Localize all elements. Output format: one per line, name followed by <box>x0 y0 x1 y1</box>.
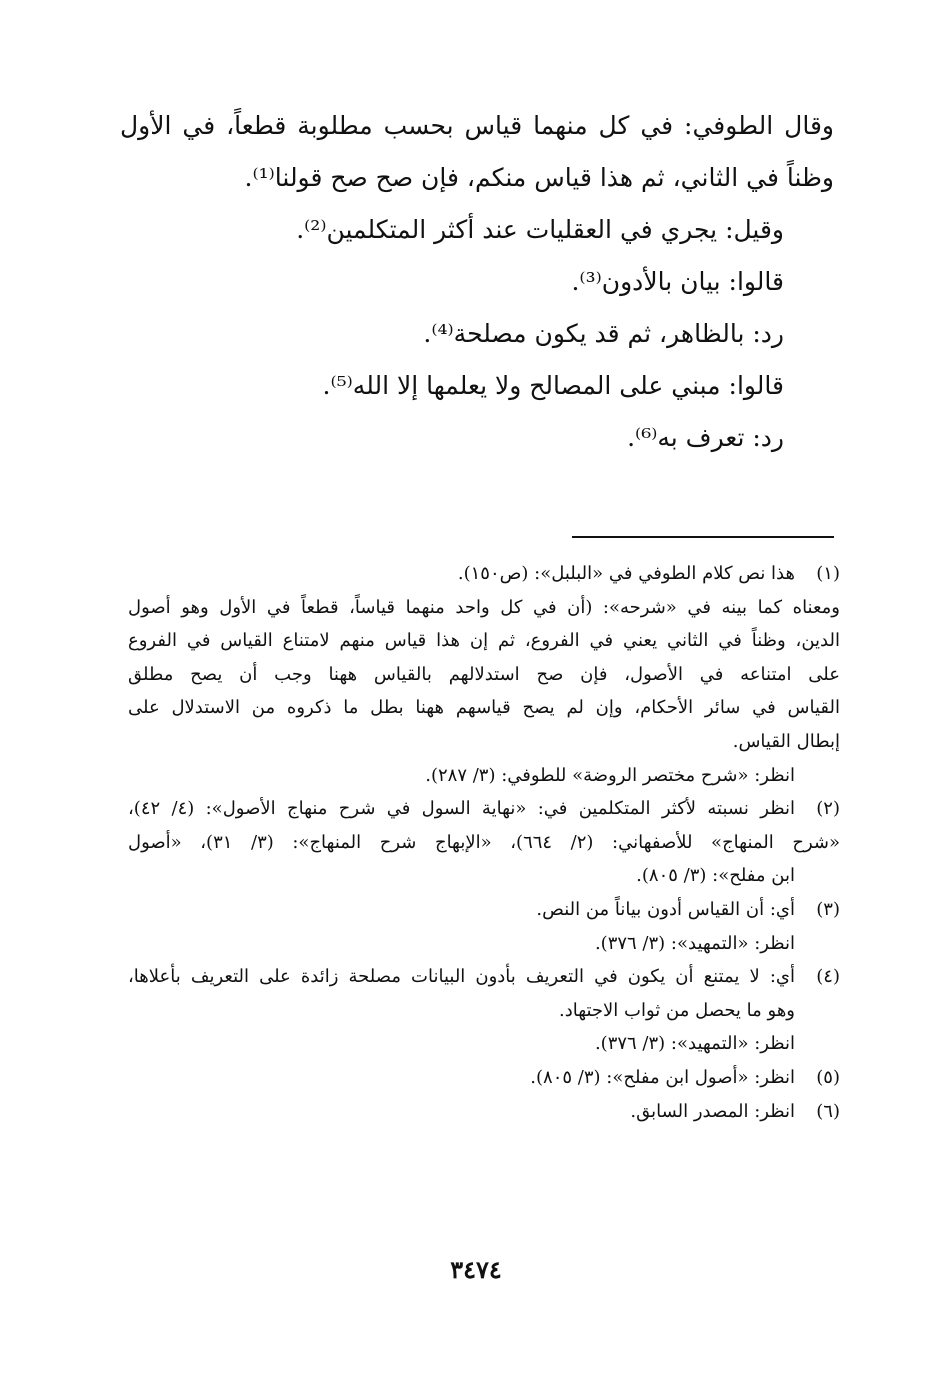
footnote-6 <box>128 1095 840 1129</box>
main-line-2: وظناً في الثاني، ثم هذا قياس منكم، فإن صح صح قولنا⁽¹⁾. <box>244 163 834 192</box>
footnote-4-line <box>128 994 840 1028</box>
footnote-text: إبطال القياس. <box>732 730 840 752</box>
footnote-text: انظر: «التمهيد»: (٣/ ٣٧٦). <box>594 1033 795 1055</box>
footnote-text: انظر نسبته لأكثر المتكلمين في: «نهاية السول في شرح منهاج الأصول»: (٤/ ٤٢)، <box>128 798 795 820</box>
footnote-text: أي: أن القياس أدون بياناً من النص. <box>536 898 795 920</box>
footnote-text: الدين، وظناً في الثاني يعني في الفروع، ثم إن هذا قياس منهم لامتناع القياس في الفروع <box>128 630 840 652</box>
footnote-number: (٣) <box>816 898 840 920</box>
footnote-1-line <box>128 691 840 725</box>
footnote-text: انظر: «شرح مختصر الروضة» للطوفي: (٣/ ٢٨٧). <box>425 764 795 786</box>
footnote-2 <box>128 792 840 826</box>
footnote-text: انظر: «التمهيد»: (٣/ ٣٧٦). <box>594 932 795 954</box>
footnote-number: (٢) <box>816 798 840 820</box>
footnote-4 <box>128 960 840 994</box>
footnote-separator <box>572 536 834 538</box>
footnote-text: أي: لا يمتنع أن يكون في التعريف بأدون البيانات مصلحة زائدة على التعريف بأعلاها، <box>128 966 795 988</box>
main-line-4: قالوا: بيان بالأدون⁽³⁾. <box>571 267 784 296</box>
main-line-5: رد: بالظاهر، ثم قد يكون مصلحة⁽⁴⁾. <box>423 319 784 348</box>
footnote-1 <box>128 557 840 591</box>
footnote-3-line <box>128 927 840 961</box>
main-line-6: قالوا: مبني على المصالح ولا يعلمها إلا الله⁽⁵⁾. <box>322 371 784 400</box>
page-number: ٣٤٧٤ <box>450 1255 502 1284</box>
footnote-text: وهو ما يحصل من ثواب الاجتهاد. <box>558 999 795 1021</box>
footnote-text: انظر: المصدر السابق. <box>630 1100 795 1122</box>
footnote-text: انظر: «أصول ابن مفلح»: (٣/ ٨٠٥). <box>530 1066 795 1088</box>
footnote-2-line <box>128 859 840 893</box>
footnote-text: ابن مفلح»: (٣/ ٨٠٥). <box>636 865 795 887</box>
footnote-text: «شرح المنهاج» للأصفهاني: (٢/ ٦٦٤)، «الإبهاج شرح المنهاج»: (٣/ ٣١)، «أصول <box>128 831 841 853</box>
footnote-3 <box>128 893 840 927</box>
footnote-1-line <box>128 658 840 692</box>
footnote-text: على امتناعه في الأصول، فإن صح استدلالهم بالقياس ههنا وجب أن يصح مطلق <box>128 663 840 685</box>
main-line-3: وقيل: يجري في العقليات عند أكثر المتكلمين⁽²⁾. <box>296 215 784 244</box>
footnote-1-line <box>128 759 840 793</box>
footnote-number: (٦) <box>816 1100 840 1122</box>
footnote-number: (١) <box>816 563 840 584</box>
footnote-1-line <box>128 591 840 625</box>
footnote-text: ومعناه كما بينه في «شرحه»: (أن في كل واحد منهما قياساً، قطعاً في الأول وهو أصول <box>128 596 840 618</box>
footnote-number: (٥) <box>816 1066 840 1088</box>
footnote-1-line <box>128 624 840 658</box>
footnote-text: هذا نص كلام الطوفي في «البلبل»: (ص١٥٠). <box>457 563 795 584</box>
main-line-1: وقال الطوفي: في كل منهما قياس بحسب مطلوبة قطعاً، في الأول <box>120 111 834 140</box>
footnote-1-line <box>128 725 840 759</box>
footnotes <box>128 557 840 1128</box>
footnote-2-line <box>128 826 840 860</box>
footnote-text: القياس في سائر الأحكام، وإن لم يصح قياسهم ههنا بطل ما ذكروه من الاستدلال على <box>128 697 840 719</box>
footnote-4-line <box>128 1027 840 1061</box>
footnote-number: (٤) <box>816 966 840 988</box>
footnote-5 <box>128 1061 840 1095</box>
main-text <box>120 100 834 464</box>
main-line-7: رد: تعرف به⁽⁶⁾. <box>627 423 784 452</box>
